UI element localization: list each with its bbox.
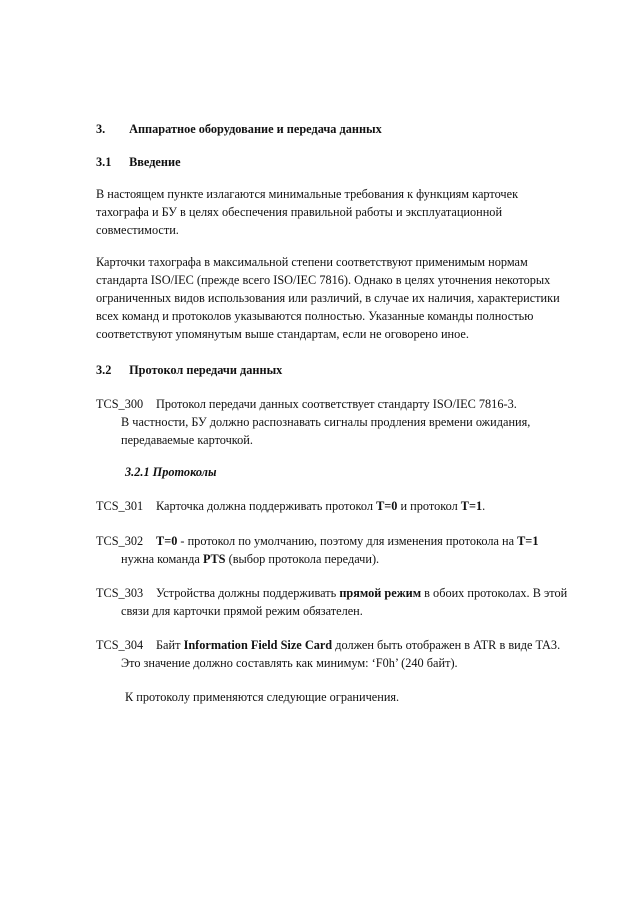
requirement-bold: Information Field Size Card bbox=[183, 638, 333, 652]
requirement-bold: T=0 bbox=[156, 534, 178, 548]
requirement-code: TCS_303 bbox=[96, 586, 144, 600]
section-number: 3. bbox=[96, 122, 106, 136]
requirement-text: (выбор протокола передачи). bbox=[225, 552, 380, 566]
requirement-code: TCS_300 bbox=[96, 397, 144, 411]
requirement-text: Устройства должны поддерживать bbox=[156, 586, 340, 600]
requirement-text: Протокол передачи данных соответствует стандарту ISO/IEC 7816-3. bbox=[156, 397, 517, 411]
requirement-code: TCS_302 bbox=[96, 534, 144, 548]
paragraph-line: стандарта ISO/IEC (прежде всего ISO/IEC 7816). Однако в целях уточнения некоторых bbox=[96, 273, 551, 287]
requirement-text: Это значение должно составлять как минимум: ‘F0h’ (240 байт). bbox=[121, 656, 458, 670]
intro-title: Введение bbox=[129, 155, 181, 169]
paragraph-line: тахографа и БУ в целях обеспечения правильной работы и эксплуатационной bbox=[96, 205, 503, 219]
requirement-tcs304 bbox=[96, 636, 606, 672]
paragraph-line: всех команд и протоколов указываются полностью. Указанные команды полностью bbox=[96, 309, 534, 323]
requirement-text: должен быть отображен в ATR в виде TA3. bbox=[332, 638, 561, 652]
protocol-heading bbox=[96, 361, 596, 379]
subsection-title: 3.2.1 Протоколы bbox=[125, 465, 217, 479]
requirement-code: TCS_304 bbox=[96, 638, 144, 652]
protocol-title: Протокол передачи данных bbox=[129, 363, 283, 377]
requirement-tcs301 bbox=[96, 497, 606, 515]
requirement-text: В частности, БУ должно распознавать сигналы продления времени ожидания, bbox=[121, 415, 531, 429]
paragraph-line: ограниченных видов использования или различий, в случае их наличия, характеристики bbox=[96, 291, 560, 305]
protocol-number: 3.2 bbox=[96, 363, 112, 377]
requirement-bold: T=1 bbox=[517, 534, 539, 548]
intro-number: 3.1 bbox=[96, 155, 112, 169]
paragraph-line: соответствуют упомянутым выше стандартам, если не оговорено иное. bbox=[96, 327, 469, 341]
requirement-text: связи для карточки прямой режим обязателен. bbox=[121, 604, 363, 618]
section-title: Аппаратное оборудование и передача данных bbox=[129, 122, 382, 136]
section-heading bbox=[96, 120, 596, 138]
requirement-tcs302 bbox=[96, 532, 606, 568]
paragraph-line: В настоящем пункте излагаются минимальные требования к функциям карточек bbox=[96, 187, 519, 201]
requirement-text: Байт bbox=[156, 638, 184, 652]
intro-paragraph-2 bbox=[96, 253, 596, 343]
requirement-bold: PTS bbox=[202, 552, 226, 566]
requirement-tcs300 bbox=[96, 395, 606, 449]
paragraph-line: совместимости. bbox=[96, 223, 179, 237]
requirement-bold: T=1 bbox=[460, 499, 483, 513]
requirement-text: - протокол по умолчанию, поэтому для изменения протокола на bbox=[177, 534, 518, 548]
requirement-tcs303 bbox=[96, 584, 606, 620]
requirement-bold: T=0 bbox=[376, 499, 398, 513]
requirement-text: передаваемые карточкой. bbox=[121, 433, 253, 447]
requirement-text: нужна команда bbox=[121, 552, 203, 566]
requirement-bold: прямой режим bbox=[339, 586, 422, 600]
requirement-text: Карточка должна поддерживать протокол bbox=[156, 499, 377, 513]
intro-heading bbox=[96, 153, 596, 171]
paragraph-line: Карточки тахографа в максимальной степени соответствуют применимым нормам bbox=[96, 255, 528, 269]
requirement-text: в обоих протоколах. В этой bbox=[421, 586, 568, 600]
requirement-text: и протокол bbox=[397, 499, 461, 513]
restrictions-note: К протоколу применяются следующие ограничения. bbox=[125, 690, 400, 704]
requirement-text: . bbox=[482, 499, 486, 513]
intro-paragraph-1 bbox=[96, 185, 596, 239]
requirement-code: TCS_301 bbox=[96, 499, 144, 513]
